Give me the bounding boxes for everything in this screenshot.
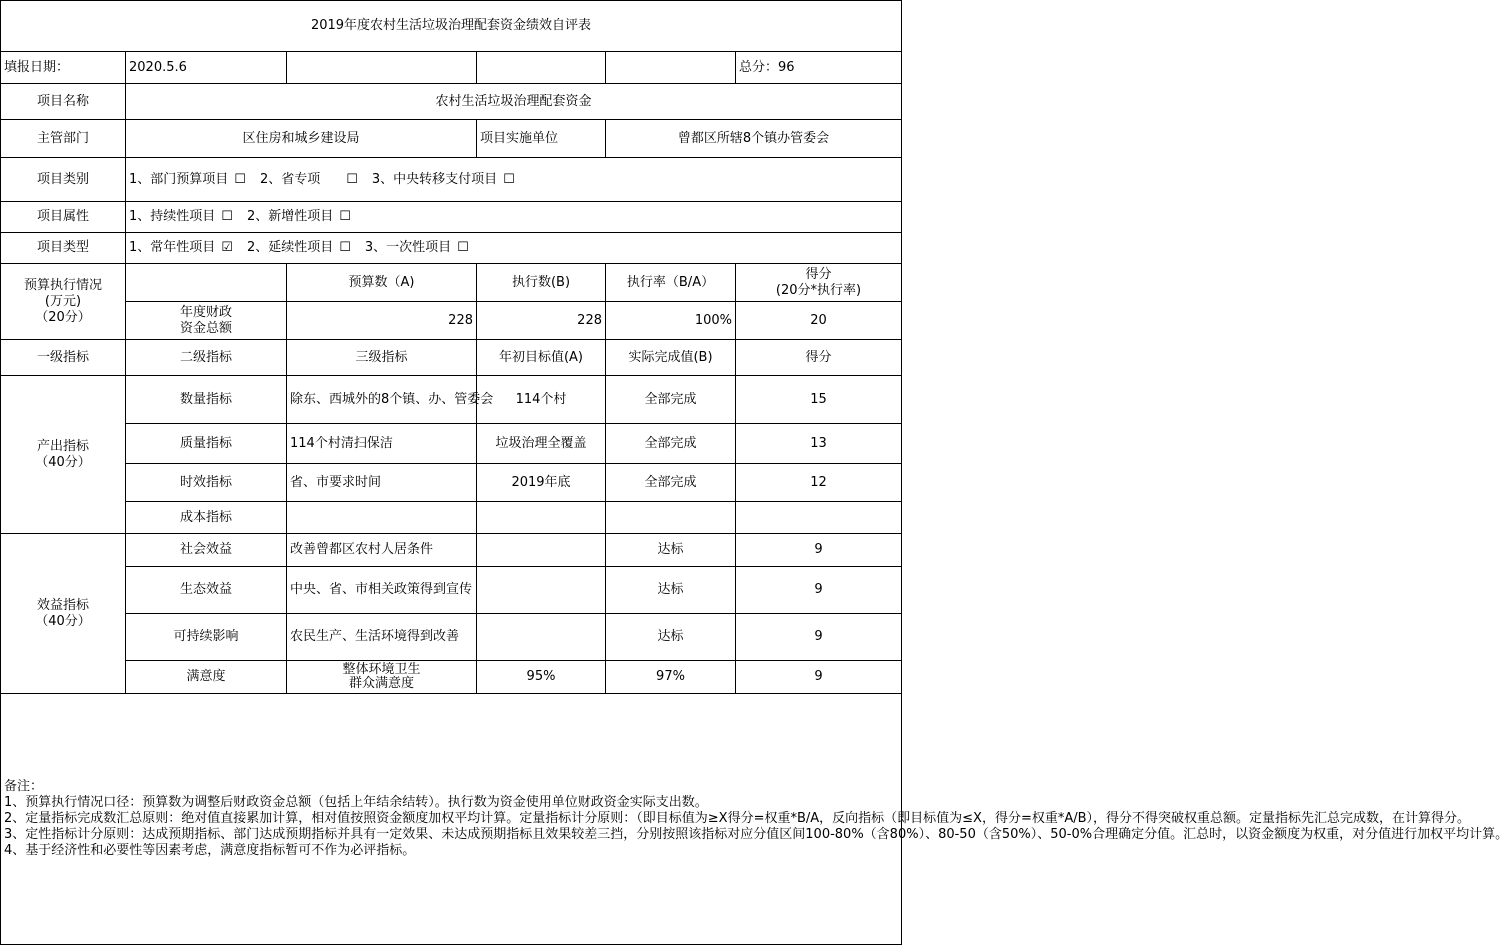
checkbox-icon: ☐: [339, 240, 351, 255]
level2-cell: 成本指标: [126, 502, 287, 534]
actual-cell: 全部完成: [606, 376, 736, 424]
level1-header: 一级指标: [1, 340, 126, 376]
target-cell: [477, 614, 606, 661]
actual-cell: [606, 502, 736, 534]
score-cell: 9: [736, 534, 902, 567]
budget-value: 228: [287, 302, 477, 340]
empty-cell: [477, 52, 606, 84]
empty-cell: [287, 52, 477, 84]
level3-cell: 除东、西城外的8个镇、办、管委会: [287, 376, 477, 424]
target-cell: 2019年底: [477, 464, 606, 502]
actual-cell: 达标: [606, 614, 736, 661]
benefit-label-line: （40分）: [35, 613, 91, 629]
table-row: [1, 534, 902, 567]
type-option-1: 1、常年性项目: [129, 240, 216, 255]
level2-cell: 社会效益: [126, 534, 287, 567]
project-category-label: 项目类别: [1, 158, 126, 202]
budget-score-value: 20: [736, 302, 902, 340]
table-row: [1, 376, 902, 424]
actual-cell: 97%: [606, 661, 736, 694]
checkbox-icon: ☐: [457, 240, 469, 255]
budget-section-label: [1, 264, 126, 340]
level2-cell: 可持续影响: [126, 614, 287, 661]
attribute-option-1: 1、持续性项目: [129, 209, 216, 224]
level2-header: 二级指标: [126, 340, 287, 376]
col-rate-header: 执行率（B/A）: [606, 264, 736, 302]
checkbox-icon: ☐: [503, 171, 515, 187]
target-cell: 垃圾治理全覆盖: [477, 424, 606, 464]
target-cell: 95%: [477, 661, 606, 694]
impl-unit-value: 曾都区所辖8个镇办管委会: [606, 120, 902, 158]
level3-cell: 农民生产、生活环境得到改善: [287, 614, 477, 661]
exec-value: 228: [477, 302, 606, 340]
target-cell: [477, 567, 606, 614]
col-budget-header: 预算数（A): [287, 264, 477, 302]
table-row: [1, 614, 902, 661]
actual-cell: 全部完成: [606, 464, 736, 502]
score-cell: 9: [736, 661, 902, 694]
project-name-label: 项目名称: [1, 84, 126, 120]
score-header: 得分: [736, 340, 902, 376]
output-label-line: （40分）: [35, 454, 91, 470]
satisfaction-line: 整体环境卫生: [342, 662, 421, 677]
score-header-line: 得分: [805, 266, 832, 282]
level2-cell: 质量指标: [126, 424, 287, 464]
level3-header: 三级指标: [287, 340, 477, 376]
note-line-1: 1、预算执行情况口径：预算数为调整后财政资金总额（包括上年结余结转）。执行数为资金使用单位财政资金实际支出数。: [4, 795, 708, 810]
satisfaction-line: 群众满意度: [348, 676, 414, 691]
attribute-option-2: 2、新增性项目: [246, 209, 334, 224]
page-title: 2019年度农村生活垃圾治理配套资金绩效自评表: [1, 1, 902, 52]
dept-value: 区住房和城乡建设局: [126, 120, 477, 158]
category-option-3: 3、中央转移支付项目: [371, 171, 498, 187]
level3-cell: 中央、省、市相关政策得到宣传: [287, 567, 477, 614]
project-attribute-label: 项目属性: [1, 202, 126, 233]
table-row: [1, 464, 902, 502]
table-row: [1, 502, 902, 534]
target-cell: [477, 502, 606, 534]
rate-value: 100%: [606, 302, 736, 340]
level2-cell: 生态效益: [126, 567, 287, 614]
note-line-2: 2、定量指标完成数汇总原则：绝对值直接累加计算，相对值按照资金额度加权平均计算。定量指标计分原则：（即目标值为≥X得分=权重*B/A，反向指标（即目标值为≤X，得分=权重*A/B），得分不得突破权重总额。定量指标先汇总完成数，在计算得分。: [4, 811, 1471, 826]
note-line-4: 4、基于经济性和必要性等因素考虑，满意度指标暂可不作为必评指标。: [4, 843, 416, 858]
budget-row-label-line: 资金总额: [179, 320, 232, 336]
col-score-header: [736, 264, 902, 302]
project-type-options: [126, 233, 902, 264]
score-cell: [736, 502, 902, 534]
dept-label: 主管部门: [1, 120, 126, 158]
category-option-2: 2、省专项: [259, 171, 321, 187]
level2-cell: 满意度: [126, 661, 287, 694]
category-option-1: 1、部门预算项目: [129, 171, 229, 187]
score-cell: 9: [736, 614, 902, 661]
budget-label-line: (万元): [44, 293, 82, 309]
budget-label-line: 预算执行情况: [23, 277, 102, 293]
budget-row-label-line: 年度财政: [179, 304, 232, 320]
level2-cell: 时效指标: [126, 464, 287, 502]
checkbox-icon: ☐: [234, 171, 246, 187]
budget-row-label: [126, 302, 287, 340]
checkbox-icon: ☐: [339, 209, 351, 224]
note-line-3: 3、定性指标计分原则：达成预期指标、部门达成预期指标并具有一定效果、未达成预期指标且效果较差三挡，分别按照该指标对应分值区间100-80%（含80%）、80-50（含50%）、50-0%合理确定分值。汇总时，以资金额度为权重，对分值进行加权平均计算。: [4, 827, 1508, 842]
fill-date-value: 2020.5.6: [126, 52, 287, 84]
empty-cell: [606, 52, 736, 84]
project-type-label: 项目类型: [1, 233, 126, 264]
score-cell: 12: [736, 464, 902, 502]
benefit-label-line: 效益指标: [36, 597, 89, 613]
impl-unit-label: 项目实施单位: [477, 120, 606, 158]
budget-label-line: （20分）: [35, 309, 91, 325]
score-header-line: (20分*执行率): [775, 282, 862, 298]
target-cell: [477, 534, 606, 567]
output-indicator-label: [1, 376, 126, 534]
type-option-2: 2、延续性项目: [246, 240, 334, 255]
level3-cell: [287, 661, 477, 694]
actual-header: 实际完成值(B): [606, 340, 736, 376]
table-row: [1, 567, 902, 614]
score-cell: 15: [736, 376, 902, 424]
checkbox-icon: ☐: [346, 171, 358, 187]
actual-cell: 全部完成: [606, 424, 736, 464]
level3-cell: 改善曾都区农村人居条件: [287, 534, 477, 567]
notes-section: [1, 694, 1508, 945]
project-name-value: 农村生活垃圾治理配套资金: [126, 84, 902, 120]
fill-date-label: 填报日期：: [1, 52, 126, 84]
checkbox-icon: ☐: [221, 209, 233, 224]
level3-cell: 省、市要求时间: [287, 464, 477, 502]
actual-cell: 达标: [606, 567, 736, 614]
benefit-indicator-label: [1, 534, 126, 694]
checked-box-icon: ☑: [221, 240, 233, 255]
project-attribute-options: [126, 202, 902, 233]
total-score: 总分：96: [736, 52, 902, 84]
level3-cell: [287, 502, 477, 534]
score-cell: 9: [736, 567, 902, 614]
table-row: [1, 424, 902, 464]
level3-cell: 114个村清扫保洁: [287, 424, 477, 464]
output-label-line: 产出指标: [36, 438, 89, 454]
project-category-options: [126, 158, 902, 202]
table-row: [1, 661, 902, 694]
empty-cell: [126, 264, 287, 302]
actual-cell: 达标: [606, 534, 736, 567]
target-cell: 114个村: [477, 376, 606, 424]
target-header: 年初目标值(A): [477, 340, 606, 376]
score-cell: 13: [736, 424, 902, 464]
type-option-3: 3、一次性项目: [364, 240, 452, 255]
level2-cell: 数量指标: [126, 376, 287, 424]
notes-title: 备注：: [4, 779, 44, 794]
col-exec-header: 执行数(B): [477, 264, 606, 302]
